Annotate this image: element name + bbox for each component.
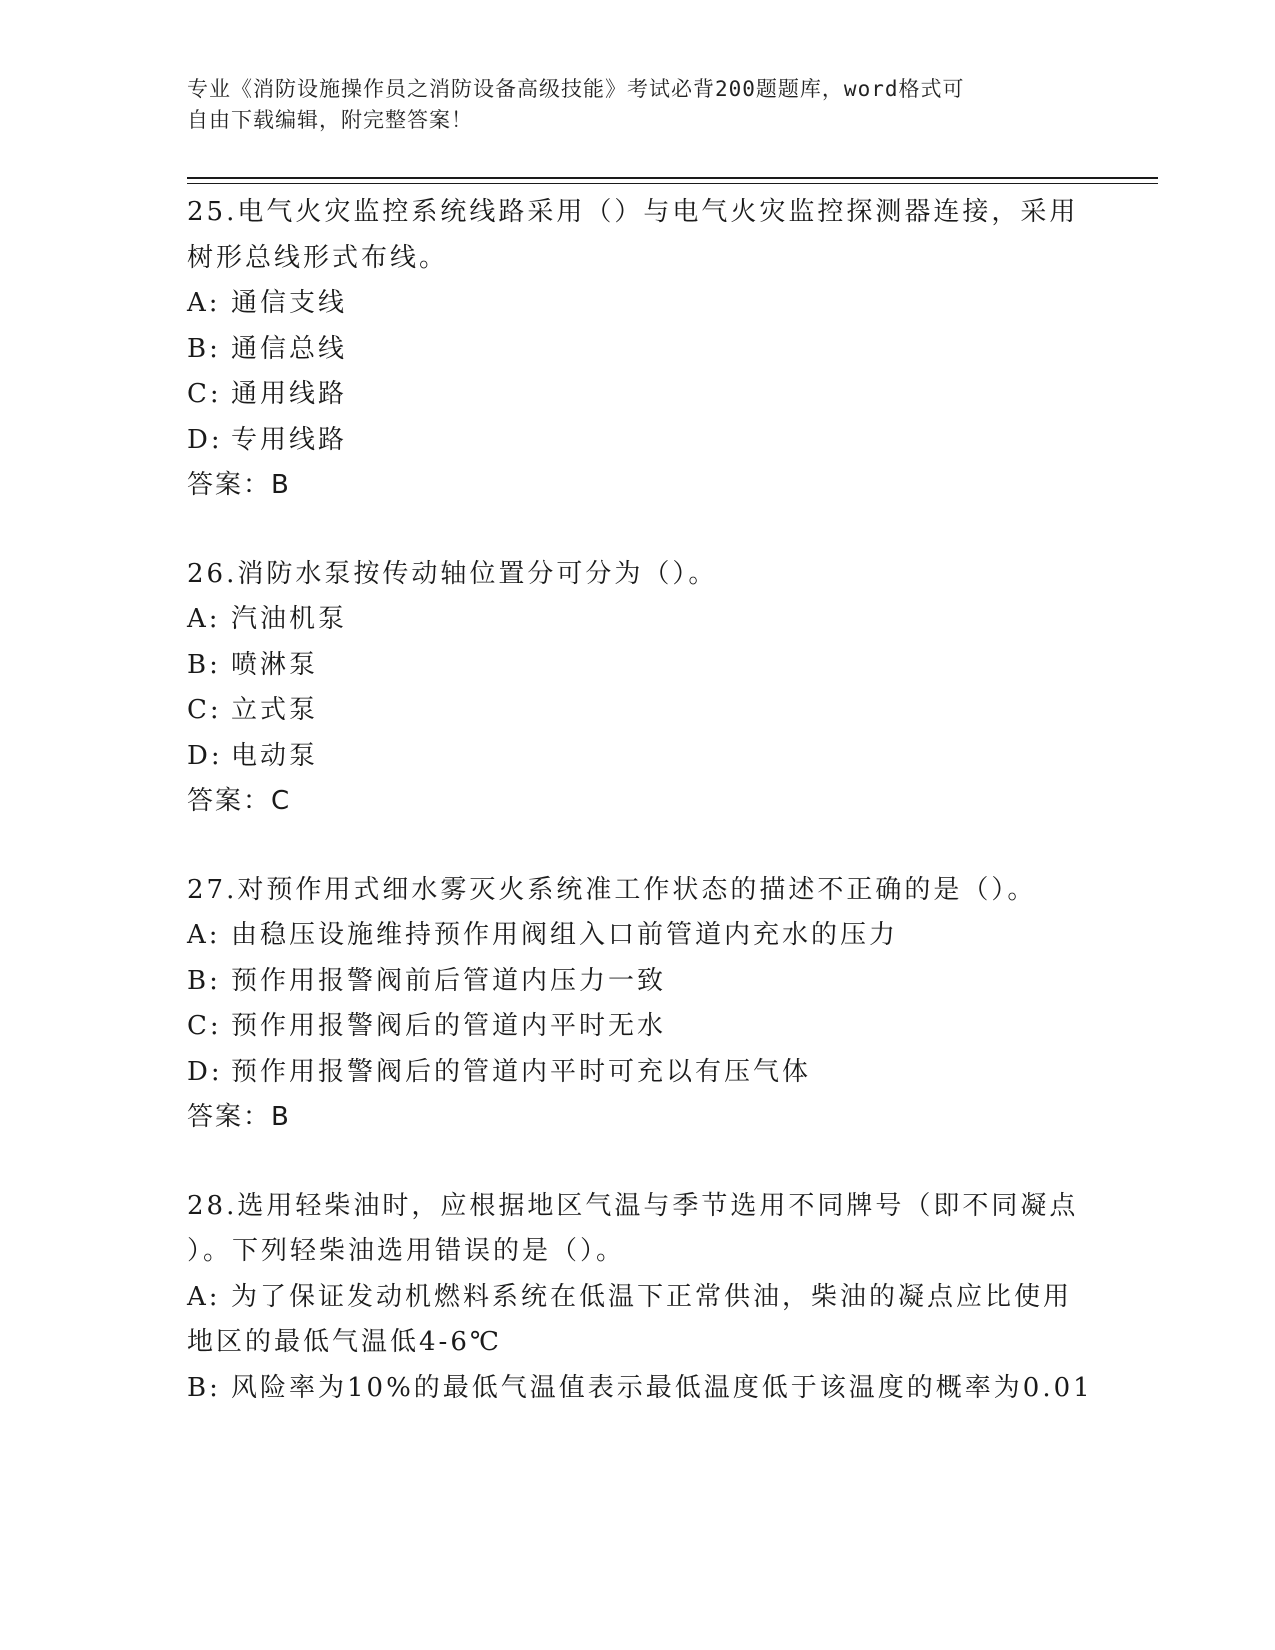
option-key: B: (187, 1372, 221, 1403)
document-header (187, 74, 1067, 136)
option-a (187, 1275, 1087, 1321)
option-key: D: (187, 740, 223, 771)
option-text: 预作用报警阀前后管道内压力一致 (231, 965, 667, 996)
option-b (187, 643, 1087, 689)
option-text: 通用线路 (231, 379, 348, 409)
option-text: 风险率为10%的最低气温值表示最低温度低于该温度的概率为0.01 (231, 1372, 1093, 1403)
option-key: A: (187, 604, 221, 634)
answer-line: 答案：C (187, 786, 292, 816)
option-key: C: (187, 1011, 222, 1041)
option-key: D: (187, 1056, 223, 1087)
option-b (187, 959, 1087, 1005)
question-stem: 25.电气火灾监控系统线路采用（）与电气火灾监控探测器连接，采用 (187, 197, 1079, 227)
answer-line: 答案：B (187, 470, 291, 500)
header-line-2: 自由下载编辑，附完整答案！ (187, 108, 473, 132)
option-c (187, 372, 1087, 418)
option-a (187, 597, 1087, 643)
option-a (187, 281, 1087, 327)
option-text: 为了保证发动机燃料系统在低温下正常供油，柴油的凝点应比使用 (231, 1281, 1073, 1312)
option-d (187, 1050, 1087, 1096)
option-key: B: (187, 965, 221, 996)
question-stem: 树形总线形式布线。 (187, 242, 449, 273)
option-text: 立式泵 (231, 695, 319, 725)
question-stem: ）。下列轻柴油选用错误的是（）。 (187, 1236, 626, 1266)
option-c (187, 688, 1087, 734)
option-key: A: (187, 288, 221, 318)
header-divider-thick (187, 177, 1158, 179)
option-key: C: (187, 695, 222, 725)
option-a (187, 913, 1087, 959)
option-key: A: (187, 920, 221, 950)
option-a-continuation: 地区的最低气温低4-6℃ (187, 1327, 502, 1357)
option-text: 喷淋泵 (231, 649, 319, 680)
question-stem: 27.对预作用式细水雾灭火系统准工作状态的描述不正确的是（）。 (187, 874, 1037, 905)
option-c (187, 1004, 1087, 1050)
option-b (187, 327, 1087, 373)
option-d (187, 418, 1087, 464)
option-text: 预作用报警阀后的管道内平时无水 (231, 1011, 667, 1041)
question-25 (187, 190, 1087, 509)
header-line-1: 专业《消防设施操作员之消防设备高级技能》考试必背200题题库，word格式可 (187, 77, 965, 101)
option-key: A: (187, 1281, 221, 1312)
option-key: B: (187, 649, 221, 680)
option-text: 专用线路 (231, 424, 348, 455)
question-stem: 26.消防水泵按传动轴位置分可分为（）。 (187, 558, 718, 589)
option-key: D: (187, 424, 223, 455)
option-d (187, 734, 1087, 780)
option-text: 汽油机泵 (231, 604, 348, 634)
answer-line: 答案：B (187, 1102, 291, 1132)
option-text: 通信支线 (231, 288, 348, 318)
option-text: 由稳压设施维持预作用阀组入口前管道内充水的压力 (231, 920, 899, 950)
option-key: C: (187, 379, 222, 409)
option-text: 电动泵 (231, 740, 319, 771)
question-27 (187, 868, 1087, 1141)
question-26 (187, 552, 1087, 825)
option-text: 通信总线 (231, 333, 348, 364)
header-divider-thin (187, 183, 1158, 184)
option-key: B: (187, 333, 221, 364)
question-stem: 28.选用轻柴油时，应根据地区气温与季节选用不同牌号（即不同凝点 (187, 1190, 1079, 1221)
option-b (187, 1366, 1093, 1412)
question-28 (187, 1184, 1093, 1412)
option-text: 预作用报警阀后的管道内平时可充以有压气体 (231, 1056, 812, 1087)
question-list (187, 190, 1093, 1454)
